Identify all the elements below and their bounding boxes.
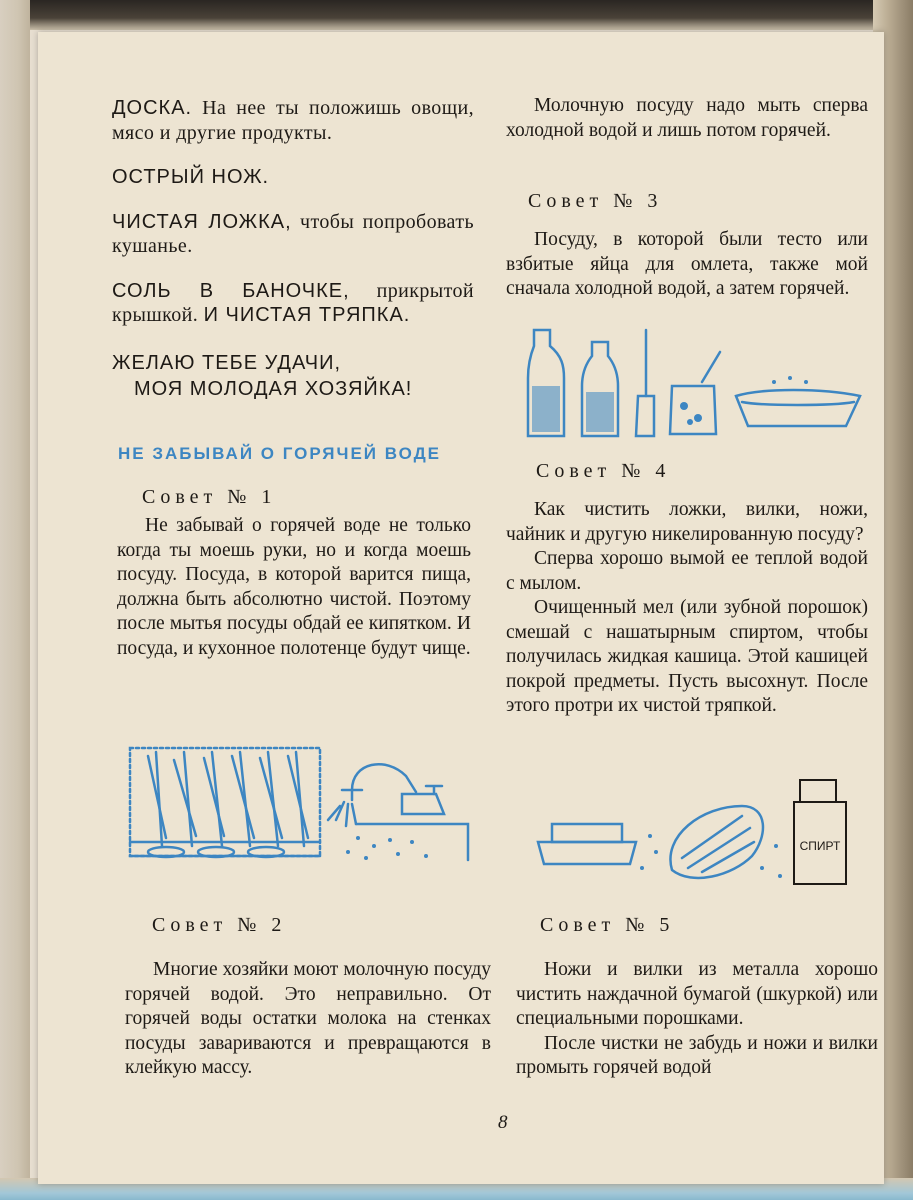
sovet-1-text: Не забывай о горячей воде не только когда ты моешь руки, но и когда моешь посуду. Посуда, в которой варится пища, должна быть абсолютно чистой. Поэтому после мытья посуды обдай ее кипятком. И посуда, и кухонное полотенце будут чище. — [117, 515, 471, 659]
paragraph-board — [112, 96, 474, 145]
caps-spoon: ЧИСТАЯ ЛОЖКА, — [112, 210, 292, 233]
sovet-3-text: Посуду, в которой были тесто или взбитые яйца для омлета, также мой сначала холодной водой, а затем горячей. — [506, 229, 868, 299]
paragraph-salt — [112, 279, 474, 328]
sovet-4-body — [506, 498, 868, 719]
paragraph-spoon — [112, 210, 474, 259]
bottle-label: СПИРТ — [799, 839, 841, 853]
caps-salt: СОЛЬ В БАНОЧКЕ, — [112, 279, 350, 302]
page-number: 8 — [498, 1112, 508, 1133]
wish-line-1: ЖЕЛАЮ ТЕБЕ УДАЧИ, — [112, 351, 342, 374]
left-column — [112, 96, 474, 424]
sovet-4-step-2: Очищенный мел (или зубной порошок) смешай с нашатырным спиртом, чтобы получилась жидкая кашица. Этой кашицей покрой предметы. Пусть высохнут. После этого протри их чистой тряпкой. — [506, 597, 868, 716]
text-board: На нее ты положишь овощи, мясо и другие продукты. — [112, 97, 474, 144]
sovet-5-text-2: После чистки не забудь и ножи и вилки промыть горячей водой — [516, 1032, 878, 1078]
sovet-2-text: Многие хозяйки моют молочную посуду горячей водой. Это неправильно. От горячей воды остатки молока на стенках посуды завариваются и превращаются в клейкую массу. — [125, 959, 491, 1078]
caps-board: ДОСКА. — [112, 97, 193, 119]
scan-top-edge — [0, 0, 913, 30]
wish-line-2: МОЯ МОЛОДАЯ ХОЗЯЙКА! — [134, 377, 413, 400]
milk-dishes-text: Молочную посуду надо мыть сперва холодной водой и лишь потом горячей. — [506, 95, 868, 141]
sovet-5-text-1: Ножи и вилки из металла хорошо чистить наждачной бумагой (шкуркой) или специальными порошками. — [516, 959, 878, 1029]
cleaning-supplies-illustration — [532, 776, 866, 892]
bottles-illustration — [522, 326, 866, 442]
scan-left-edge — [0, 0, 30, 1200]
sovet-5-body — [516, 958, 878, 1081]
sovet-1-title: Совет № 1 — [142, 486, 277, 508]
text-spoon: чтобы попробовать кушанье. — [112, 210, 474, 257]
blue-heading: НЕ ЗАБЫВАЙ О ГОРЯЧЕЙ ВОДЕ — [118, 444, 442, 463]
caps-rag: И ЧИСТАЯ ТРЯПКА. — [203, 304, 411, 326]
sovet-2-title: Совет № 2 — [152, 914, 287, 936]
sovet-5-title: Совет № 5 — [540, 914, 675, 936]
dish-rack-illustration — [126, 742, 492, 872]
sovet-4-title: Совет № 4 — [536, 460, 671, 482]
paragraph-wish — [112, 350, 474, 402]
sovet-4-question: Как чистить ложки, вилки, ножи, чайник и другую никелированную посуду? — [506, 499, 868, 545]
paragraph-knife — [112, 165, 474, 190]
sovet-4-step-1: Сперва хорошо вымой ее теплой водой с мылом. — [506, 548, 868, 594]
sovet-3-title: Совет № 3 — [528, 190, 663, 212]
caps-knife: ОСТРЫЙ НОЖ. — [112, 166, 270, 188]
text-salt: прикрытой крышкой. — [112, 279, 474, 326]
